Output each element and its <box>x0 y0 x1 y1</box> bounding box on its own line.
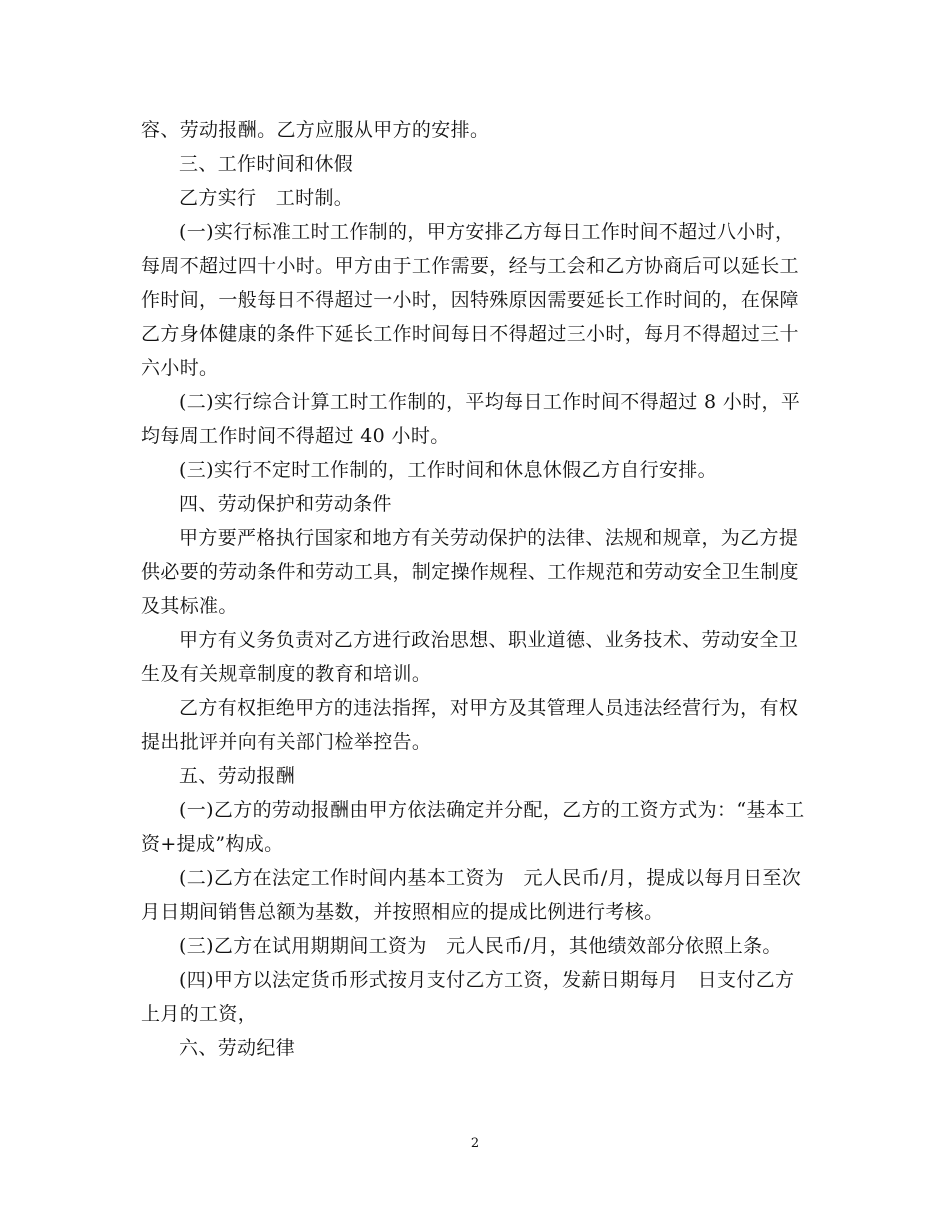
section-heading-remuneration: 五、劳动报酬 <box>179 765 296 787</box>
paragraph-training: 甲方有义务负责对乙方进行政治思想、职业道德、业务技术、劳动安全卫生及有关规章制度的教育和培训。 <box>141 629 799 685</box>
document-body <box>141 113 811 1065</box>
paragraph-standard-hours: (一)实行标准工时工作制的，甲方安排乙方每日工作时间不超过八小时，每周不超过四十小时。甲方由于工作需要，经与工会和乙方协商后可以延长工作时间，一般每日不得超过一小时，因特殊原因需要延长工作时间的，在保障乙方身体健康的条件下延长工作时间每日不得超过三小时，每月不得超过三十六小时。 <box>141 221 799 379</box>
paragraph-continuation: 容、劳动报酬。乙方应服从甲方的安排。 <box>141 119 490 141</box>
paragraph-comprehensive-hours: (二)实行综合计算工时工作制的，平均每日工作时间不得超过 8 小时，平均每周工作时间不得超过 40 小时。 <box>141 391 801 447</box>
paragraph-protection-laws: 甲方要严格执行国家和地方有关劳动保护的法律、法规和规章，为乙方提供必要的劳动条件和劳动工具，制定操作规程、工作规范和劳动安全卫生制度及其标准。 <box>141 527 799 617</box>
paragraph-refusal-right: 乙方有权拒绝甲方的违法指挥，对甲方及其管理人员违法经营行为，有权提出批评并向有关部门检举控告。 <box>141 697 799 753</box>
paragraph-probation-wage: (三)乙方在试用期期间工资为 元人民币/月，其他绩效部分依照上条。 <box>179 935 782 957</box>
paragraph-wage-method: (一)乙方的劳动报酬由甲方依法确定并分配，乙方的工资方式为：“基本工资+提成”构成。 <box>141 799 805 855</box>
paragraph-flexible-hours: (三)实行不定时工作制的，工作时间和休息休假乙方自行安排。 <box>179 459 717 481</box>
paragraph-work-system: 乙方实行 工时制。 <box>179 187 354 209</box>
section-heading-discipline: 六、劳动纪律 <box>179 1037 296 1059</box>
page-number: 2 <box>470 1136 480 1151</box>
section-heading-work-time: 三、工作时间和休假 <box>179 153 354 175</box>
section-heading-labor-protection: 四、劳动保护和劳动条件 <box>179 493 392 515</box>
paragraph-pay-date: (四)甲方以法定货币形式按月支付乙方工资，发薪日期每月 日支付乙方上月的工资， <box>141 969 795 1025</box>
paragraph-base-wage: (二)乙方在法定工作时间内基本工资为 元人民币/月，提成以每月日至次月日期间销售总额为基数，并按照相应的提成比例进行考核。 <box>141 867 802 923</box>
